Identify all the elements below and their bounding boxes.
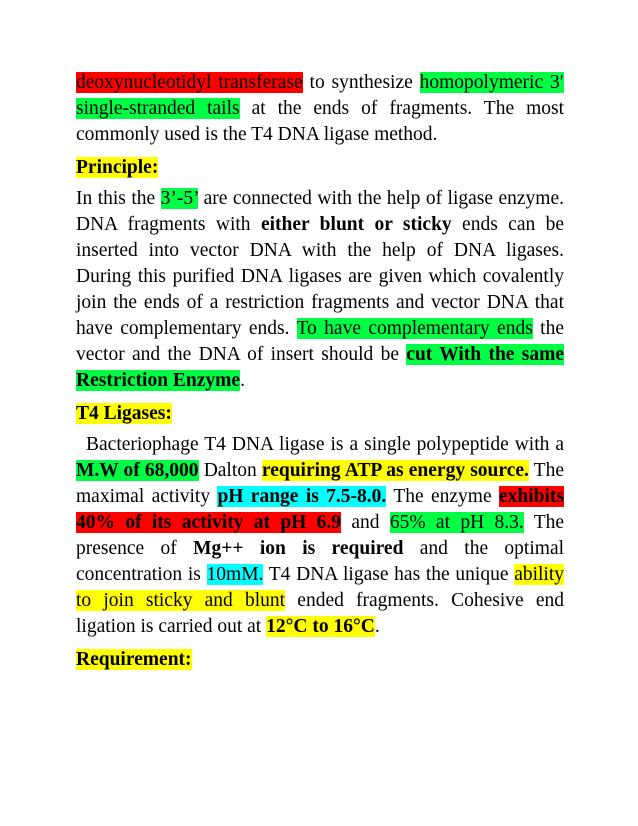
text-run: and — [341, 512, 390, 533]
principle-heading-line — [76, 155, 564, 181]
t4-paragraph — [76, 432, 564, 640]
highlight-green: 3’-5’ — [160, 188, 199, 209]
text-run: at the ends of fragments. The most commonly used is the T4 DNA ligase method. — [76, 98, 564, 145]
principle-heading: Principle: — [76, 157, 159, 178]
text-run: ended fragments. Cohesive end ligation is carried out at — [76, 590, 564, 637]
highlight-red: deoxynucleotidyl transferase — [76, 72, 303, 93]
text-run: and the optimal concentration is — [76, 538, 565, 585]
text-run: . — [240, 370, 245, 391]
text-run: T4 DNA ligase has the unique — [263, 564, 515, 585]
text-run: are connected with the help of ligase enzyme. DNA fragments with — [76, 188, 564, 235]
text-run: to synthesize — [302, 72, 420, 93]
requirement-heading-line — [76, 647, 564, 673]
intro-paragraph — [76, 70, 564, 148]
highlight-green: homopolymeric 3′ single-stranded tails — [76, 72, 564, 119]
text-run: The enzyme — [386, 486, 499, 507]
highlight-yellow-bold: 12°C to 16°C — [266, 616, 375, 637]
text-run: In this the — [76, 188, 161, 209]
text-run: . — [374, 616, 380, 637]
text-run: Bacteriophage T4 DNA ligase is a single polypeptide with a — [86, 434, 564, 455]
highlight-cyan-bold: pH range is 7.5-8.0. — [217, 486, 387, 507]
highlight-green-bold: M.W of 68,000 — [76, 460, 199, 481]
highlight-green: 65% at pH 8.3. — [389, 512, 524, 533]
text-run: The maximal activity — [76, 460, 564, 507]
highlight-green-bold: cut With the same Restriction Enzyme — [76, 344, 564, 391]
highlight-red-bold: exhibits 40% of its activity at pH 6.9 — [76, 486, 564, 533]
text-run: the vector and the DNA of insert should be — [76, 318, 564, 365]
t4-heading: T4 Ligases: — [76, 403, 172, 424]
text-run: ends can be inserted into vector DNA with the help of DNA ligases. During this purified DNA ligases are given which covalently join the ends of a restriction fragments and vector DNA that have complementary ends. — [76, 214, 564, 339]
bold-text: Mg++ ion is required — [193, 538, 404, 559]
t4-heading-line — [76, 401, 564, 427]
bold-text: either blunt or sticky — [260, 214, 452, 235]
highlight-green: To have complementary ends — [296, 318, 533, 339]
principle-paragraph — [76, 186, 564, 394]
highlight-yellow: ability to join sticky and blunt — [76, 564, 565, 611]
requirement-heading: Requirement: — [76, 649, 192, 670]
highlight-cyan: 10mM. — [206, 564, 264, 585]
highlight-yellow-bold: requiring ATP as energy source. — [261, 460, 529, 481]
text-run: Dalton — [198, 460, 262, 481]
text-run: The presence of — [76, 512, 565, 559]
